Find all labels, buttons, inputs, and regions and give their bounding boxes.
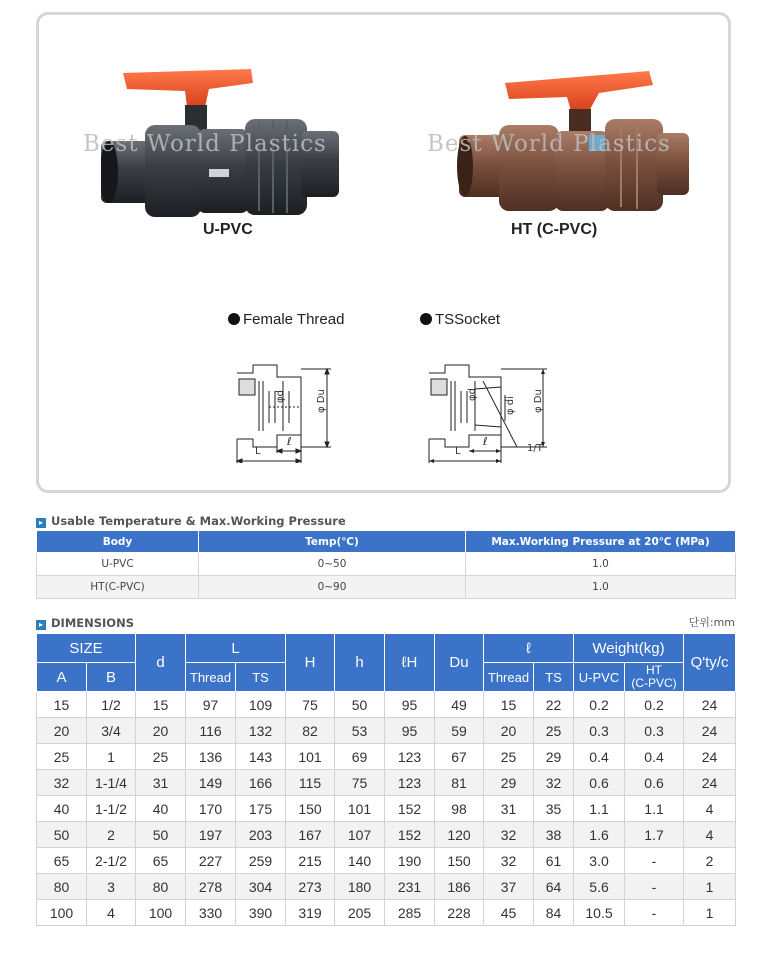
table-row [37, 692, 736, 718]
cell-d: 40 [136, 796, 186, 822]
chevron-right-icon: ▸ [36, 620, 46, 630]
cell-Du: 67 [435, 744, 484, 770]
cell-h: 101 [335, 796, 385, 822]
cell-lH: 152 [385, 796, 435, 822]
section-title-dimensions [36, 616, 134, 630]
cell-weight-upvc: 10.5 [574, 900, 625, 926]
cell-l-thread: 37 [484, 874, 534, 900]
cell-h: 107 [335, 822, 385, 848]
cell-body: HT(C-PVC) [37, 576, 199, 599]
header-weight: Weight(kg) [574, 634, 684, 663]
cell-l-ts: 35 [534, 796, 574, 822]
table-row [37, 576, 736, 599]
cell-b: 1/2 [87, 692, 136, 718]
cell-h: 205 [335, 900, 385, 926]
cell-a: 100 [37, 900, 87, 926]
cell-weight-ht: 0.3 [625, 718, 684, 744]
cell-H: 115 [286, 770, 335, 796]
cell-weight-ht: 0.4 [625, 744, 684, 770]
cell-lH: 95 [385, 718, 435, 744]
cell-b: 4 [87, 900, 136, 926]
cell-d: 25 [136, 744, 186, 770]
cell-l-ts: 84 [534, 900, 574, 926]
cell-a: 80 [37, 874, 87, 900]
cell-weight-upvc: 1.1 [574, 796, 625, 822]
header-l: ℓ [484, 634, 574, 663]
cell-H: 150 [286, 796, 335, 822]
cell-H: 167 [286, 822, 335, 848]
cell-qty: 4 [684, 796, 736, 822]
cell-b: 3/4 [87, 718, 136, 744]
cell-h: 140 [335, 848, 385, 874]
cell-body: U-PVC [37, 553, 199, 576]
table-row [37, 770, 736, 796]
cell-L-thread: 149 [186, 770, 236, 796]
cell-Du: 120 [435, 822, 484, 848]
cell-b: 1-1/2 [87, 796, 136, 822]
dimensions-body [37, 692, 736, 926]
cell-Du: 81 [435, 770, 484, 796]
cell-L-ts: 259 [236, 848, 286, 874]
cell-l-thread: 25 [484, 744, 534, 770]
table-row [37, 848, 736, 874]
cell-L-ts: 175 [236, 796, 286, 822]
cell-b: 2-1/2 [87, 848, 136, 874]
cell-lH: 123 [385, 770, 435, 796]
ts-taper-label: 1/T [527, 443, 543, 454]
table-row [37, 796, 736, 822]
cell-weight-upvc: 1.6 [574, 822, 625, 848]
ts-socket-label [420, 311, 500, 328]
cell-l-thread: 31 [484, 796, 534, 822]
female-phi-d-label: φd [275, 390, 286, 403]
section-title-text: DIMENSIONS [51, 616, 134, 630]
cell-temp: 0~50 [199, 553, 466, 576]
cell-H: 82 [286, 718, 335, 744]
header-temp: Temp(℃) [199, 531, 466, 553]
header-body: Body [37, 531, 199, 553]
cell-qty: 2 [684, 848, 736, 874]
ts-phi-di-label: φ di [505, 396, 516, 415]
cell-d: 31 [136, 770, 186, 796]
cell-temp: 0~90 [199, 576, 466, 599]
cell-b: 2 [87, 822, 136, 848]
cell-d: 80 [136, 874, 186, 900]
cell-L-ts: 390 [236, 900, 286, 926]
section-title-temperature [36, 514, 346, 528]
dimensions-table [36, 633, 736, 926]
cell-H: 101 [286, 744, 335, 770]
cell-qty: 24 [684, 718, 736, 744]
cell-h: 75 [335, 770, 385, 796]
cell-L-thread: 197 [186, 822, 236, 848]
cell-weight-ht: 0.2 [625, 692, 684, 718]
cell-lH: 190 [385, 848, 435, 874]
header-ht-cpvc [625, 663, 684, 692]
cell-L-ts: 203 [236, 822, 286, 848]
cell-Du: 98 [435, 796, 484, 822]
cell-l-ts: 22 [534, 692, 574, 718]
header-h: h [335, 634, 385, 692]
cell-d: 15 [136, 692, 186, 718]
cell-lH: 285 [385, 900, 435, 926]
cell-pressure: 1.0 [466, 576, 736, 599]
temperature-pressure-table [36, 530, 736, 599]
cell-L-ts: 143 [236, 744, 286, 770]
female-l-big-label: L [255, 446, 261, 457]
cell-H: 75 [286, 692, 335, 718]
watermark-right: Best World Plastics [427, 131, 671, 157]
cell-l-thread: 32 [484, 822, 534, 848]
header-thread-2: Thread [484, 663, 534, 692]
header-L: L [186, 634, 286, 663]
cell-H: 215 [286, 848, 335, 874]
ts-phi-d-label: φd [467, 388, 478, 401]
cell-H: 273 [286, 874, 335, 900]
ts-phi-du-label: φ Du [533, 389, 544, 413]
header-b: B [87, 663, 136, 692]
table-row [37, 553, 736, 576]
cell-weight-ht: 0.6 [625, 770, 684, 796]
cell-weight-upvc: 5.6 [574, 874, 625, 900]
cell-a: 32 [37, 770, 87, 796]
cell-h: 69 [335, 744, 385, 770]
cell-l-thread: 20 [484, 718, 534, 744]
cell-l-ts: 29 [534, 744, 574, 770]
ts-l-big-label: L [455, 446, 461, 457]
cell-L-thread: 116 [186, 718, 236, 744]
header-a: A [37, 663, 87, 692]
watermark-left: Best World Plastics [83, 131, 327, 157]
table-row [37, 744, 736, 770]
header-Du: Du [435, 634, 484, 692]
table-row [37, 822, 736, 848]
cell-L-thread: 330 [186, 900, 236, 926]
cell-Du: 228 [435, 900, 484, 926]
header-size: SIZE [37, 634, 136, 663]
cell-qty: 1 [684, 900, 736, 926]
chevron-right-icon: ▸ [36, 518, 46, 528]
cell-l-ts: 61 [534, 848, 574, 874]
cell-Du: 49 [435, 692, 484, 718]
cell-d: 100 [136, 900, 186, 926]
cell-qty: 4 [684, 822, 736, 848]
cell-weight-ht: - [625, 874, 684, 900]
cell-Du: 186 [435, 874, 484, 900]
cell-qty: 24 [684, 692, 736, 718]
cell-h: 53 [335, 718, 385, 744]
cell-b: 1 [87, 744, 136, 770]
cell-a: 20 [37, 718, 87, 744]
cell-lH: 231 [385, 874, 435, 900]
header-thread: Thread [186, 663, 236, 692]
cell-L-thread: 170 [186, 796, 236, 822]
female-phi-du-label: φ Du [316, 389, 327, 413]
ts-socket-text: TSSocket [435, 311, 501, 328]
ts-l-small-label: ℓ [483, 435, 488, 448]
female-thread-text: Female Thread [243, 311, 345, 328]
cell-weight-ht: - [625, 900, 684, 926]
cell-H: 319 [286, 900, 335, 926]
product-panel [36, 12, 731, 493]
cell-qty: 24 [684, 744, 736, 770]
cell-L-thread: 136 [186, 744, 236, 770]
cell-qty: 24 [684, 770, 736, 796]
cell-d: 20 [136, 718, 186, 744]
cell-Du: 59 [435, 718, 484, 744]
cell-d: 50 [136, 822, 186, 848]
cell-a: 40 [37, 796, 87, 822]
unit-note: 단위:mm [688, 616, 735, 629]
cell-l-thread: 32 [484, 848, 534, 874]
cell-pressure: 1.0 [466, 553, 736, 576]
product-label-ht: HT (C-PVC) [511, 221, 598, 238]
cell-b: 3 [87, 874, 136, 900]
cell-L-thread: 97 [186, 692, 236, 718]
cell-weight-upvc: 3.0 [574, 848, 625, 874]
cell-h: 180 [335, 874, 385, 900]
header-ts-2: TS [534, 663, 574, 692]
section-title-text: Usable Temperature & Max.Working Pressure [51, 514, 346, 528]
female-l-small-label: ℓ [287, 435, 292, 448]
header-d: d [136, 634, 186, 692]
cell-lH: 152 [385, 822, 435, 848]
cell-weight-upvc: 0.3 [574, 718, 625, 744]
cell-weight-upvc: 0.2 [574, 692, 625, 718]
cell-lH: 95 [385, 692, 435, 718]
header-qty: Q'ty/c [684, 634, 736, 692]
header-upvc: U-PVC [574, 663, 625, 692]
table-row [37, 900, 736, 926]
cell-l-ts: 64 [534, 874, 574, 900]
header-ht: HT [646, 663, 663, 677]
cell-l-thread: 29 [484, 770, 534, 796]
cell-a: 65 [37, 848, 87, 874]
female-thread-label [228, 311, 344, 328]
cell-d: 65 [136, 848, 186, 874]
cell-weight-ht: 1.7 [625, 822, 684, 848]
cell-weight-upvc: 0.4 [574, 744, 625, 770]
cell-L-ts: 304 [236, 874, 286, 900]
cell-h: 50 [335, 692, 385, 718]
cell-L-ts: 109 [236, 692, 286, 718]
cell-lH: 123 [385, 744, 435, 770]
bullet-icon [228, 313, 240, 325]
cell-l-thread: 15 [484, 692, 534, 718]
cell-a: 50 [37, 822, 87, 848]
cell-l-ts: 38 [534, 822, 574, 848]
cell-L-ts: 132 [236, 718, 286, 744]
header-lH: ℓH [385, 634, 435, 692]
cell-weight-ht: - [625, 848, 684, 874]
cell-weight-ht: 1.1 [625, 796, 684, 822]
header-pressure: Max.Working Pressure at 20℃ (MPa) [466, 531, 736, 553]
table-row [37, 874, 736, 900]
cell-L-thread: 278 [186, 874, 236, 900]
cell-b: 1-1/4 [87, 770, 136, 796]
cell-Du: 150 [435, 848, 484, 874]
table-row [37, 718, 736, 744]
bullet-icon [420, 313, 432, 325]
header-cpvc: (C-PVC) [631, 676, 677, 690]
header-H: H [286, 634, 335, 692]
cell-weight-upvc: 0.6 [574, 770, 625, 796]
header-ts: TS [236, 663, 286, 692]
product-label-upvc: U-PVC [203, 221, 253, 238]
cell-l-thread: 45 [484, 900, 534, 926]
cell-a: 15 [37, 692, 87, 718]
cell-L-ts: 166 [236, 770, 286, 796]
cell-L-thread: 227 [186, 848, 236, 874]
cell-a: 25 [37, 744, 87, 770]
cell-qty: 1 [684, 874, 736, 900]
cell-l-ts: 25 [534, 718, 574, 744]
cell-l-ts: 32 [534, 770, 574, 796]
